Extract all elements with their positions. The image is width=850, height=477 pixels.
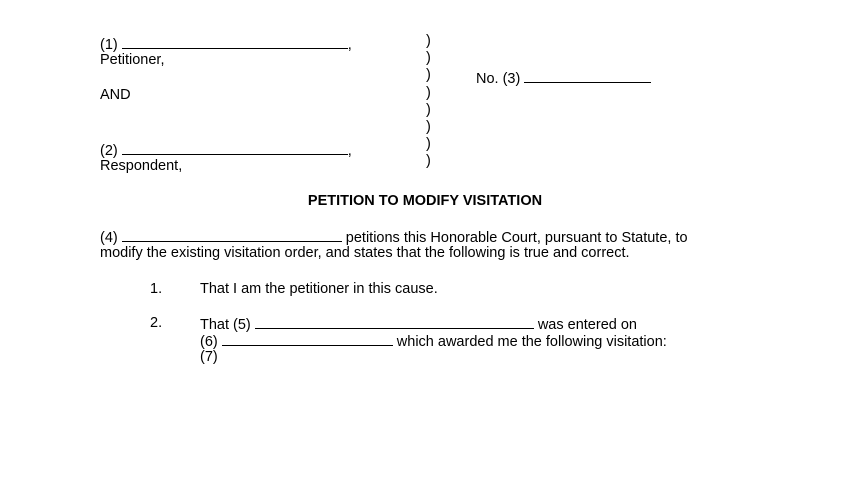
intro-line-2: modify the existing visitation order, and states that the following is true and correct. [100,245,630,261]
item-2-number: 2. [150,315,163,331]
field-2-label: (2) [100,143,118,159]
respondent-label: Respondent, [100,158,183,174]
item-2-line-2-prefix: (6) [200,334,218,350]
caption-parenthesis-column [426,33,431,171]
case-number-label: No. (3) [476,71,521,87]
item-2-line-3: (7) [200,349,218,365]
item-2-line-2 [200,332,667,351]
paren: ) [426,153,431,170]
date-field-6[interactable] [222,332,393,346]
paren: ) [426,50,431,67]
paren: ) [426,33,431,49]
item-2-line-1-suffix: was entered on [537,317,637,333]
order-field-5[interactable] [255,315,534,329]
case-number-field[interactable] [524,69,651,83]
paren: ) [426,84,431,101]
petitioner-name-field[interactable] [122,35,348,49]
field-4-label: (4) [100,230,118,246]
item-1-text: That I am the petitioner in this cause. [200,281,438,297]
paren: ) [426,136,431,153]
document-title: PETITION TO MODIFY VISITATION [307,193,543,209]
paren: ) [426,101,431,118]
respondent-name-field[interactable] [122,141,348,155]
intro-line-1-text: petitions this Honorable Court, pursuant to Statute, to [345,230,688,246]
case-number-row [476,69,651,88]
and-label: AND [100,87,131,103]
field-2-comma: , [347,143,352,159]
petitioner-field-4[interactable] [122,228,342,242]
item-2-line-2-suffix: which awarded me the following visitation: [396,334,667,350]
paren: ) [426,67,431,84]
item-2-line-1-prefix: That (5) [200,317,251,333]
paren: ) [426,119,431,136]
petitioner-label: Petitioner, [100,52,165,68]
item-1-number: 1. [150,281,163,297]
field-1-label: (1) [100,37,118,53]
field-1-comma: , [347,37,352,53]
